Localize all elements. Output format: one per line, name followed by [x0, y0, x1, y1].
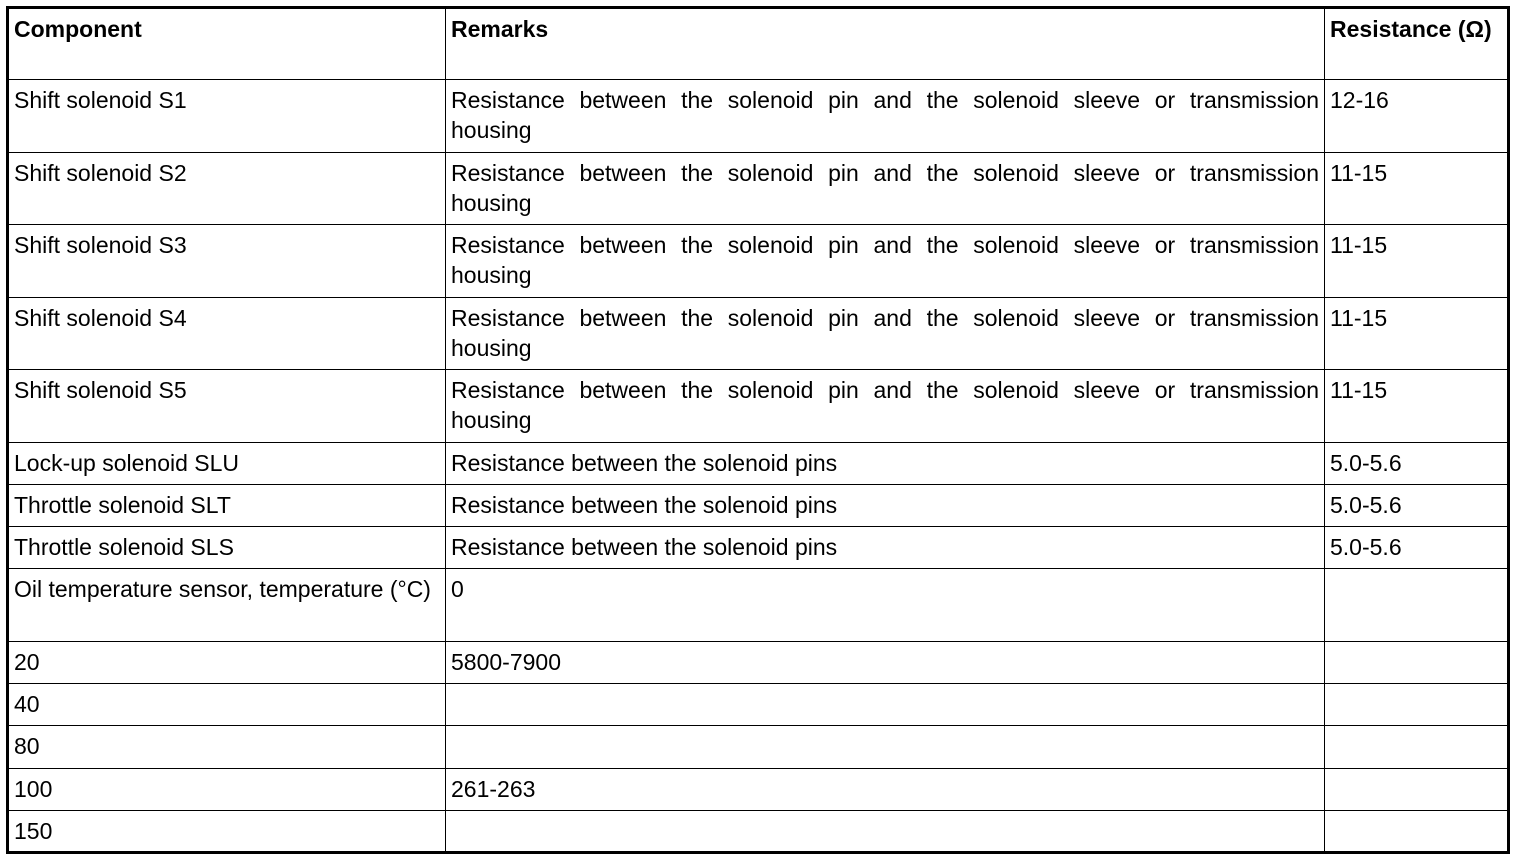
cell-component: 100 — [8, 768, 446, 810]
table-row — [8, 370, 1509, 443]
cell-component: Oil temperature sensor, temperature (°C) — [8, 569, 446, 642]
cell-component: Shift solenoid S2 — [8, 152, 446, 225]
cell-resistance — [1325, 811, 1509, 853]
cell-resistance: 12-16 — [1325, 80, 1509, 153]
cell-component: Throttle solenoid SLT — [8, 484, 446, 526]
cell-component: Shift solenoid S1 — [8, 80, 446, 153]
header-remarks: Remarks — [446, 8, 1325, 80]
table-row — [8, 152, 1509, 225]
cell-component: 20 — [8, 641, 446, 683]
cell-resistance: 5.0-5.6 — [1325, 527, 1509, 569]
table-row — [8, 225, 1509, 298]
cell-component: Lock-up solenoid SLU — [8, 442, 446, 484]
cell-resistance: 11-15 — [1325, 370, 1509, 443]
cell-resistance — [1325, 641, 1509, 683]
table-row — [8, 768, 1509, 810]
table-row — [8, 297, 1509, 370]
cell-remarks: Resistance between the solenoid pins — [446, 442, 1325, 484]
header-resistance: Resistance (Ω) — [1325, 8, 1509, 80]
cell-component: 80 — [8, 726, 446, 768]
cell-component: Shift solenoid S4 — [8, 297, 446, 370]
cell-resistance: 5.0-5.6 — [1325, 442, 1509, 484]
cell-component: Throttle solenoid SLS — [8, 527, 446, 569]
cell-resistance — [1325, 684, 1509, 726]
cell-remarks: Resistance between the solenoid pin and the solenoid sleeve or transmission housing — [446, 152, 1325, 225]
cell-remarks — [446, 684, 1325, 726]
cell-resistance: 5.0-5.6 — [1325, 484, 1509, 526]
table-row — [8, 641, 1509, 683]
cell-component: 150 — [8, 811, 446, 853]
header-component: Component — [8, 8, 446, 80]
table-row — [8, 726, 1509, 768]
cell-resistance — [1325, 726, 1509, 768]
cell-resistance: 11-15 — [1325, 225, 1509, 298]
cell-component: 40 — [8, 684, 446, 726]
resistance-spec-table — [6, 6, 1510, 854]
table-row — [8, 442, 1509, 484]
table-row — [8, 684, 1509, 726]
cell-resistance: 11-15 — [1325, 297, 1509, 370]
cell-remarks — [446, 726, 1325, 768]
table-row — [8, 527, 1509, 569]
cell-resistance: 11-15 — [1325, 152, 1509, 225]
cell-component: Shift solenoid S3 — [8, 225, 446, 298]
table-row — [8, 569, 1509, 642]
cell-remarks — [446, 811, 1325, 853]
cell-remarks: 5800-7900 — [446, 641, 1325, 683]
cell-remarks: Resistance between the solenoid pins — [446, 484, 1325, 526]
cell-component: Shift solenoid S5 — [8, 370, 446, 443]
header-row — [8, 8, 1509, 80]
cell-resistance — [1325, 768, 1509, 810]
cell-remarks: Resistance between the solenoid pin and the solenoid sleeve or transmission housing — [446, 297, 1325, 370]
cell-remarks: 261-263 — [446, 768, 1325, 810]
cell-remarks: 0 — [446, 569, 1325, 642]
table-row — [8, 811, 1509, 853]
cell-remarks: Resistance between the solenoid pin and the solenoid sleeve or transmission housing — [446, 225, 1325, 298]
cell-remarks: Resistance between the solenoid pin and the solenoid sleeve or transmission housing — [446, 80, 1325, 153]
table-row — [8, 80, 1509, 153]
cell-remarks: Resistance between the solenoid pins — [446, 527, 1325, 569]
cell-resistance — [1325, 569, 1509, 642]
cell-remarks: Resistance between the solenoid pin and the solenoid sleeve or transmission housing — [446, 370, 1325, 443]
table-row — [8, 484, 1509, 526]
